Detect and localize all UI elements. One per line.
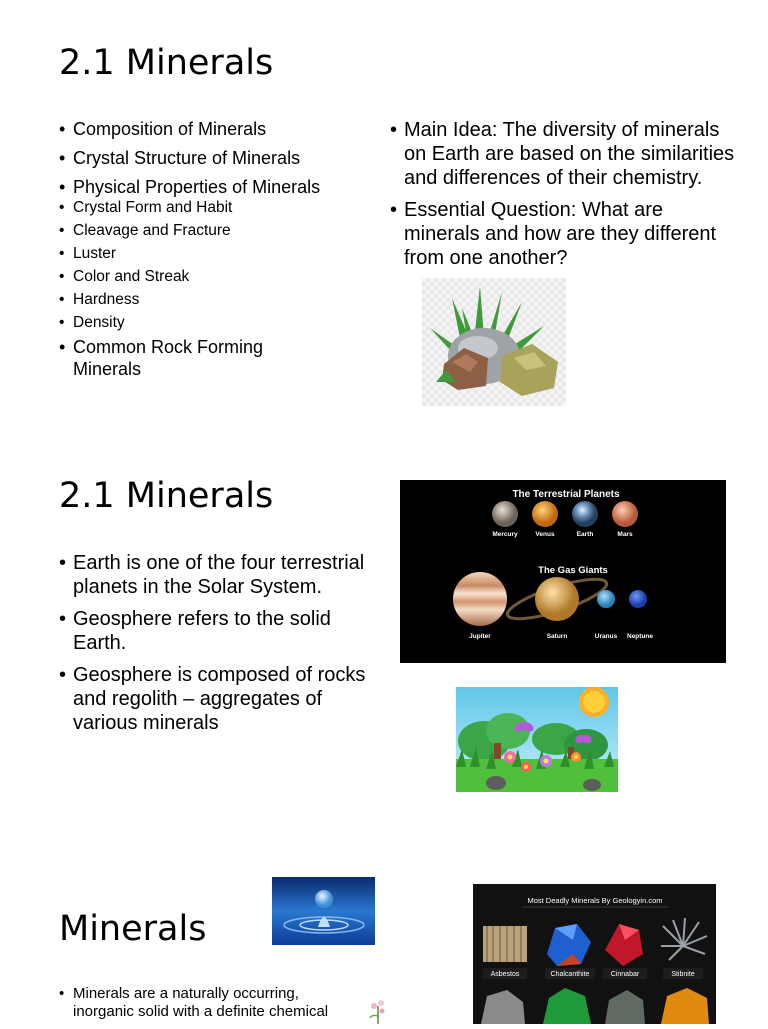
mineral-label: Chalcanthite: [550, 971, 590, 978]
uranus-planet: [597, 590, 615, 608]
mineral-label: Asbestos: [490, 971, 520, 978]
mineral-specimen: [543, 988, 591, 1024]
sub-list-item: • Crystal Form and Habit: [59, 198, 359, 218]
mineral-label: Cinnabar: [610, 971, 640, 978]
mineral-specimen: [481, 990, 525, 1024]
stibnite-mineral: [661, 918, 707, 960]
planet-label: Mars: [617, 531, 633, 538]
sub-list-item: • Luster: [59, 244, 359, 264]
deadly-minerals-image: [473, 884, 716, 1024]
cinnabar-mineral: [605, 924, 643, 966]
slide1-title: 2.1 Minerals: [59, 43, 274, 83]
slide3-title: Minerals: [59, 909, 207, 949]
essential-question: • Essential Question: What are minerals and how are they different from one another?: [390, 198, 740, 270]
planet-label: Mercury: [492, 531, 518, 538]
list-item: • Geosphere refers to the solid Earth.: [59, 607, 384, 655]
planet-label: Venus: [535, 531, 555, 538]
flower-icon: [366, 998, 390, 1024]
planet-label: Saturn: [546, 633, 568, 640]
slide3-list: [59, 985, 349, 1021]
mineral-specimen: [661, 988, 709, 1024]
sub-list-item: • Density: [59, 313, 359, 333]
planet-label: Neptune: [627, 633, 653, 640]
jupiter-planet: [453, 572, 507, 626]
asbestos-mineral: [483, 926, 527, 962]
list-item: • Crystal Structure of Minerals: [59, 147, 359, 169]
planet-label: Uranus: [594, 633, 618, 640]
list-item: • Physical Properties of Minerals: [59, 176, 359, 198]
list-item: • Earth is one of the four terrestrial planets in the Solar System.: [59, 551, 384, 599]
sub-list-item: • Cleavage and Fracture: [59, 221, 359, 241]
gas-giants-title: The Gas Giants: [538, 565, 608, 576]
main-idea: • Main Idea: The diversity of minerals on Earth are based on the similarities and differences of their chemistry.: [390, 118, 740, 190]
mineral-specimen: [605, 990, 645, 1024]
list-item: • Common Rock Forming Minerals: [59, 336, 289, 380]
planets-image: [400, 480, 726, 663]
list-item: • Minerals are a naturally occurring, inorganic solid with a definite chemical: [59, 985, 349, 1021]
mars-planet: [612, 501, 638, 527]
saturn-planet: [535, 577, 579, 621]
neptune-planet: [629, 590, 647, 608]
sub-list-item: • Hardness: [59, 290, 359, 310]
terrestrial-title: The Terrestrial Planets: [512, 489, 620, 500]
slide2-list: [59, 551, 384, 743]
mineral-label: Stibnite: [671, 971, 695, 978]
planet-label: Jupiter: [469, 633, 491, 640]
chalcanthite-mineral: [547, 924, 591, 966]
venus-planet: [532, 501, 558, 527]
rocks-illustration: [422, 278, 566, 406]
planet-label: Earth: [576, 531, 594, 538]
mercury-planet: [492, 501, 518, 527]
slide2-title: 2.1 Minerals: [59, 476, 274, 516]
slide1-right-list: [390, 118, 740, 278]
list-item: • Geosphere is composed of rocks and regolith – aggregates of various minerals: [59, 663, 384, 735]
slide1-left-list: [59, 118, 359, 387]
nature-illustration: [456, 687, 618, 792]
sub-list-item: • Color and Streak: [59, 267, 359, 287]
water-drop-image: [272, 877, 375, 945]
list-item: • Composition of Minerals: [59, 118, 359, 140]
earth-planet: [572, 501, 598, 527]
minerals-image-title: Most Deadly Minerals By Geologyin.com: [527, 896, 663, 905]
